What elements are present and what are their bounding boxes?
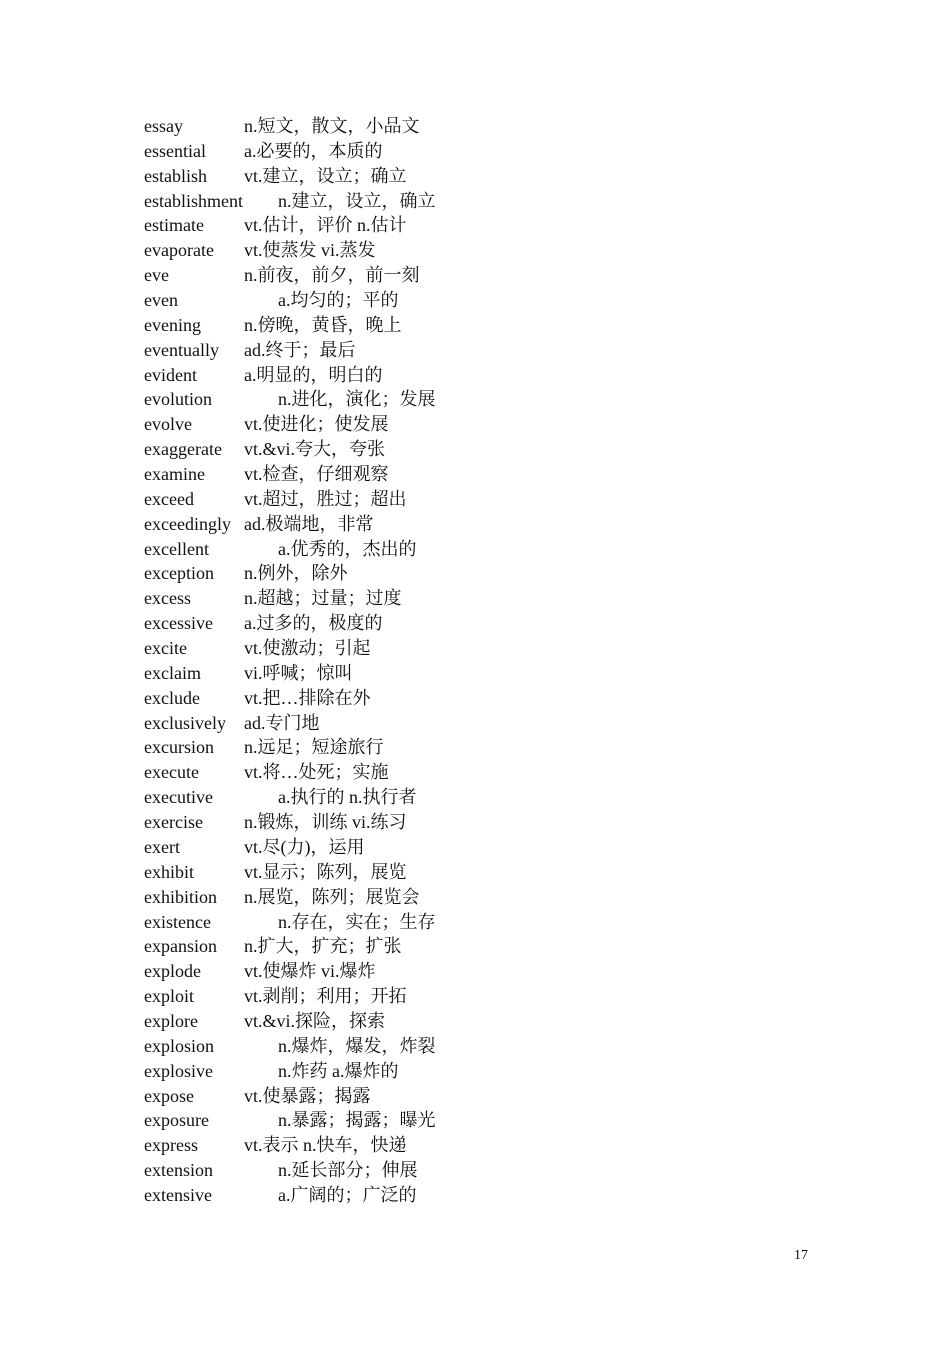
vocab-word: excess — [144, 588, 191, 609]
vocab-definition: vt.将…处死；实施 — [244, 762, 389, 783]
vocab-entry — [144, 1009, 564, 1034]
vocab-entry — [144, 586, 564, 611]
vocab-entry — [144, 910, 564, 935]
vocab-entry — [144, 512, 564, 537]
vocab-entry — [144, 1034, 564, 1059]
vocab-entry — [144, 164, 564, 189]
vocab-word: expansion — [144, 936, 217, 957]
vocab-word: exceed — [144, 488, 194, 509]
page-number: 17 — [794, 1248, 808, 1263]
vocab-definition: vt.建立，设立；确立 — [244, 165, 407, 186]
vocab-entry — [144, 462, 564, 487]
vocab-entry — [144, 760, 564, 785]
vocab-definition: vi.呼喊；惊叫 — [244, 662, 353, 683]
vocab-word: exhibit — [144, 861, 194, 882]
vocab-definition: vt.使爆炸 vi.爆炸 — [244, 961, 376, 982]
vocab-definition: a.广阔的；广泛的 — [278, 1184, 417, 1205]
vocab-word: establishment — [144, 190, 243, 211]
vocab-definition: n.超越；过量；过度 — [244, 588, 402, 609]
vocab-definition: n.延长部分；伸展 — [278, 1160, 418, 1181]
vocab-word: exhibition — [144, 886, 217, 907]
vocab-definition: n.锻炼，训练 vi.练习 — [244, 812, 407, 833]
vocab-word: execute — [144, 762, 199, 783]
vocab-definition: vt.检查，仔细观察 — [244, 464, 389, 485]
vocab-entry — [144, 959, 564, 984]
vocab-word: excessive — [144, 613, 213, 634]
vocab-word: essential — [144, 140, 206, 161]
vocab-entry — [144, 1158, 564, 1183]
vocab-word: evolve — [144, 414, 192, 435]
vocab-entry — [144, 139, 564, 164]
vocab-definition: ad.终于；最后 — [244, 339, 356, 360]
vocab-definition: vt.使暴露；揭露 — [244, 1085, 371, 1106]
vocab-word: even — [144, 290, 178, 311]
vocab-entry — [144, 1133, 564, 1158]
vocab-definition: n.爆炸，爆发，炸裂 — [278, 1035, 436, 1056]
vocab-entry — [144, 1059, 564, 1084]
vocab-definition: n.存在，实在；生存 — [278, 911, 436, 932]
vocab-entry — [144, 561, 564, 586]
vocab-definition: n.前夜，前夕，前一刻 — [244, 265, 420, 286]
vocab-word: explosion — [144, 1035, 214, 1056]
vocab-entry — [144, 189, 564, 214]
vocab-definition: n.傍晚，黄昏，晚上 — [244, 314, 402, 335]
vocab-word: essay — [144, 116, 183, 136]
vocab-entry — [144, 984, 564, 1009]
vocab-word: excellent — [144, 538, 209, 559]
vocab-definition: vt.把…排除在外 — [244, 687, 371, 708]
vocab-word: exert — [144, 836, 180, 857]
vocab-word: exceedingly — [144, 513, 231, 534]
vocab-entry — [144, 1084, 564, 1109]
vocab-definition: n.展览，陈列；展览会 — [244, 886, 420, 907]
vocab-definition: a.必要的，本质的 — [244, 140, 383, 161]
vocab-entry — [144, 213, 564, 238]
vocab-definition: n.远足；短途旅行 — [244, 737, 384, 758]
vocab-definition: vt.超过，胜过；超出 — [244, 488, 407, 509]
vocab-entry — [144, 611, 564, 636]
vocab-definition: vt.表示 n.快车，快递 — [244, 1135, 407, 1156]
vocab-entry — [144, 263, 564, 288]
vocab-entry — [144, 636, 564, 661]
vocab-definition: ad.专门地 — [244, 712, 320, 733]
vocab-word: exposure — [144, 1110, 209, 1131]
vocab-entry — [144, 238, 564, 263]
vocab-definition: vt.显示；陈列，展览 — [244, 861, 407, 882]
vocab-word: eve — [144, 265, 169, 286]
vocab-definition: vt.尽(力)，运用 — [244, 836, 365, 857]
vocab-definition: a.均匀的；平的 — [278, 290, 399, 311]
vocab-word: eventually — [144, 339, 219, 360]
vocab-definition: vt.剥削；利用；开拓 — [244, 986, 407, 1007]
vocab-word: evaporate — [144, 240, 214, 261]
vocab-definition: vt.使蒸发 vi.蒸发 — [244, 240, 376, 261]
vocab-word: expose — [144, 1085, 194, 1106]
vocab-entry — [144, 810, 564, 835]
vocab-entry — [144, 1183, 564, 1208]
vocab-entry — [144, 735, 564, 760]
vocab-word: establish — [144, 165, 207, 186]
vocab-entry — [144, 114, 564, 139]
vocab-word: explore — [144, 1010, 198, 1031]
vocabulary-list — [144, 114, 564, 1208]
vocab-word: evolution — [144, 389, 212, 410]
vocab-word: explosive — [144, 1060, 213, 1081]
vocab-word: estimate — [144, 215, 204, 236]
vocab-definition: n.例外，除外 — [244, 563, 348, 584]
vocab-word: evening — [144, 314, 201, 335]
vocab-definition: a.明显的，明白的 — [244, 364, 383, 385]
vocab-entry — [144, 785, 564, 810]
vocab-definition: n.炸药 a.爆炸的 — [278, 1060, 399, 1081]
vocab-entry — [144, 835, 564, 860]
vocab-entry — [144, 288, 564, 313]
vocab-definition: n.短文，散文，小品文 — [244, 116, 420, 136]
vocab-entry — [144, 537, 564, 562]
vocab-word: extensive — [144, 1184, 212, 1205]
vocab-definition: n.进化，演化；发展 — [278, 389, 436, 410]
vocab-definition: vt.使激动；引起 — [244, 638, 371, 659]
vocab-definition: n.建立，设立，确立 — [278, 190, 436, 211]
vocab-definition: n.暴露；揭露；曝光 — [278, 1110, 436, 1131]
vocab-word: exclaim — [144, 662, 201, 683]
vocab-word: excite — [144, 638, 187, 659]
vocab-word: examine — [144, 464, 205, 485]
vocab-definition: n.扩大，扩充；扩张 — [244, 936, 402, 957]
vocab-word: executive — [144, 787, 213, 808]
vocab-word: exaggerate — [144, 439, 222, 460]
vocab-word: exploit — [144, 986, 194, 1007]
vocab-word: exclude — [144, 687, 200, 708]
vocab-entry — [144, 412, 564, 437]
vocab-entry — [144, 860, 564, 885]
vocab-entry — [144, 934, 564, 959]
vocab-entry — [144, 686, 564, 711]
vocab-entry — [144, 1108, 564, 1133]
vocab-entry — [144, 338, 564, 363]
vocab-definition: vt.&vi.探险，探索 — [244, 1010, 386, 1031]
vocab-word: evident — [144, 364, 197, 385]
vocab-definition: a.过多的，极度的 — [244, 613, 383, 634]
vocab-definition: a.优秀的，杰出的 — [278, 538, 417, 559]
vocab-word: extension — [144, 1160, 213, 1181]
vocab-word: express — [144, 1135, 198, 1156]
vocab-definition: vt.&vi.夸大，夸张 — [244, 439, 386, 460]
vocab-entry — [144, 885, 564, 910]
vocab-entry — [144, 661, 564, 686]
vocab-word: exclusively — [144, 712, 226, 733]
vocab-entry — [144, 437, 564, 462]
vocab-entry — [144, 313, 564, 338]
vocab-definition: vt.估计，评价 n.估计 — [244, 215, 407, 236]
vocab-word: explode — [144, 961, 201, 982]
vocab-definition: vt.使进化；使发展 — [244, 414, 389, 435]
vocab-definition: a.执行的 n.执行者 — [278, 787, 417, 808]
vocab-word: exception — [144, 563, 214, 584]
vocab-entry — [144, 387, 564, 412]
vocab-word: excursion — [144, 737, 214, 758]
vocab-entry — [144, 363, 564, 388]
vocab-definition: ad.极端地，非常 — [244, 513, 374, 534]
vocab-word: exercise — [144, 812, 203, 833]
vocab-entry — [144, 487, 564, 512]
vocab-entry — [144, 711, 564, 736]
vocab-word: existence — [144, 911, 211, 932]
